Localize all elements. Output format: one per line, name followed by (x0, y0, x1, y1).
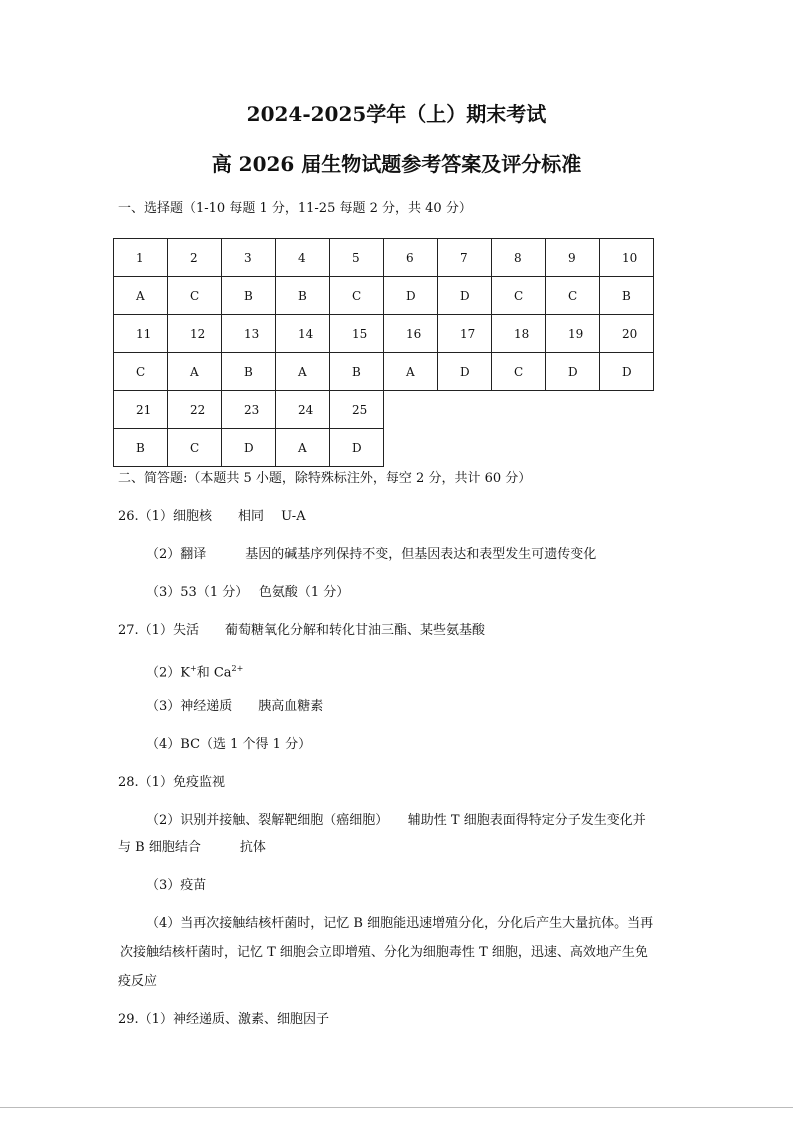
question-number-cell: 6 (384, 239, 438, 277)
question-number-cell: 10 (600, 239, 654, 277)
answer-cell: B (600, 277, 654, 315)
question-number-cell: 4 (276, 239, 330, 277)
answer-cell: D (600, 353, 654, 391)
answer-cell: D (438, 277, 492, 315)
empty-cell (492, 429, 546, 467)
answer-cell: B (114, 429, 168, 467)
question-number-cell: 9 (546, 239, 600, 277)
answer-cell: C (546, 277, 600, 315)
answer-line: 28.（1）免疫监视 (118, 775, 225, 790)
answer-cell: B (222, 277, 276, 315)
question-number-cell: 21 (114, 391, 168, 429)
question-number-cell: 16 (384, 315, 438, 353)
empty-cell (546, 429, 600, 467)
answer-row (114, 429, 654, 467)
page-bottom-divider (0, 1107, 793, 1108)
answer-line: 次接触结核杆菌时，记忆 T 细胞会立即增殖、分化为细胞毒性 T 细胞，迅速、高效地产生免 (120, 945, 648, 960)
answer-line: （2）识别并接触、裂解靶细胞（癌细胞） 辅助性 T 细胞表面得特定分子发生变化并 (146, 813, 646, 828)
question-number-cell: 20 (600, 315, 654, 353)
answer-key-title: 高 2026 届生物试题参考答案及评分标准 (211, 152, 582, 176)
answer-cell: C (168, 277, 222, 315)
question-number-cell: 23 (222, 391, 276, 429)
answer-cell: B (276, 277, 330, 315)
answer-cell: D (438, 353, 492, 391)
answer-line: （3）神经递质 胰高血糖素 (146, 699, 324, 714)
question-number-cell: 5 (330, 239, 384, 277)
question-number-cell: 19 (546, 315, 600, 353)
answer-cell: A (276, 353, 330, 391)
answer-line: （3）53（1 分） 色氨酸（1 分） (146, 585, 350, 600)
answer-line: （2）翻译 基因的碱基序列保持不变，但基因表达和表型发生可遗传变化 (146, 547, 597, 562)
question-number-cell: 8 (492, 239, 546, 277)
answer-cell: D (330, 429, 384, 467)
answer-cell: A (168, 353, 222, 391)
answer-cell: D (384, 277, 438, 315)
question-number-cell: 14 (276, 315, 330, 353)
empty-cell (600, 391, 654, 429)
question-number-cell: 12 (168, 315, 222, 353)
question-number-cell: 2 (168, 239, 222, 277)
question-number-cell: 22 (168, 391, 222, 429)
answer-cell: C (492, 353, 546, 391)
answer-cell: A (114, 277, 168, 315)
section-choice-heading: 一、选择题（1-10 每题 1 分，11-25 每题 2 分，共 40 分） (118, 201, 472, 216)
empty-cell (546, 391, 600, 429)
question-number-cell: 3 (222, 239, 276, 277)
answer-cell: A (276, 429, 330, 467)
question-number-cell: 24 (276, 391, 330, 429)
question-number-cell: 13 (222, 315, 276, 353)
answer-line: 疫反应 (118, 974, 158, 989)
answer-line: （2）K+和 $Ca^{2+}$ (146, 664, 244, 681)
answer-line: 与 B 细胞结合 抗体 (118, 840, 266, 855)
empty-cell (438, 429, 492, 467)
answer-line: 29.（1）神经递质、激素、细胞因子 (118, 1012, 329, 1027)
empty-cell (600, 429, 654, 467)
question-number-cell: 11 (114, 315, 168, 353)
answer-line: 26.（1）细胞核 相同 U-A (118, 509, 306, 524)
question-number-cell: 25 (330, 391, 384, 429)
answer-line: （4）BC（选 1 个得 1 分） (146, 737, 312, 752)
answer-cell: C (114, 353, 168, 391)
answer-cell: D (222, 429, 276, 467)
answer-row (114, 277, 654, 315)
question-number-row (114, 391, 654, 429)
empty-cell (492, 391, 546, 429)
answer-cell: C (168, 429, 222, 467)
answer-line: （4）当再次接触结核杆菌时，记忆 B 细胞能迅速增殖分化，分化后产生大量抗体。当再 (146, 916, 654, 931)
empty-cell (438, 391, 492, 429)
answer-cell: B (222, 353, 276, 391)
question-number-cell: 1 (114, 239, 168, 277)
question-number-cell: 7 (438, 239, 492, 277)
question-number-row (114, 239, 654, 277)
question-number-cell: 15 (330, 315, 384, 353)
answer-cell: C (492, 277, 546, 315)
empty-cell (384, 429, 438, 467)
answer-table (113, 238, 654, 467)
question-number-cell: 18 (492, 315, 546, 353)
empty-cell (384, 391, 438, 429)
answer-row (114, 353, 654, 391)
question-number-row (114, 315, 654, 353)
exam-title: 2024-2025学年（上）期末考试 (246, 102, 547, 126)
answer-cell: D (546, 353, 600, 391)
answer-cell: B (330, 353, 384, 391)
answer-line: （3）疫苗 (146, 878, 207, 893)
question-number-cell: 17 (438, 315, 492, 353)
answer-line: 27.（1）失活 葡萄糖氧化分解和转化甘油三酯、某些氨基酸 (118, 623, 485, 638)
answer-cell: A (384, 353, 438, 391)
answer-cell: C (330, 277, 384, 315)
section-short-answer-heading: 二、简答题:（本题共 5 小题，除特殊标注外，每空 2 分，共计 60 分） (118, 471, 532, 486)
